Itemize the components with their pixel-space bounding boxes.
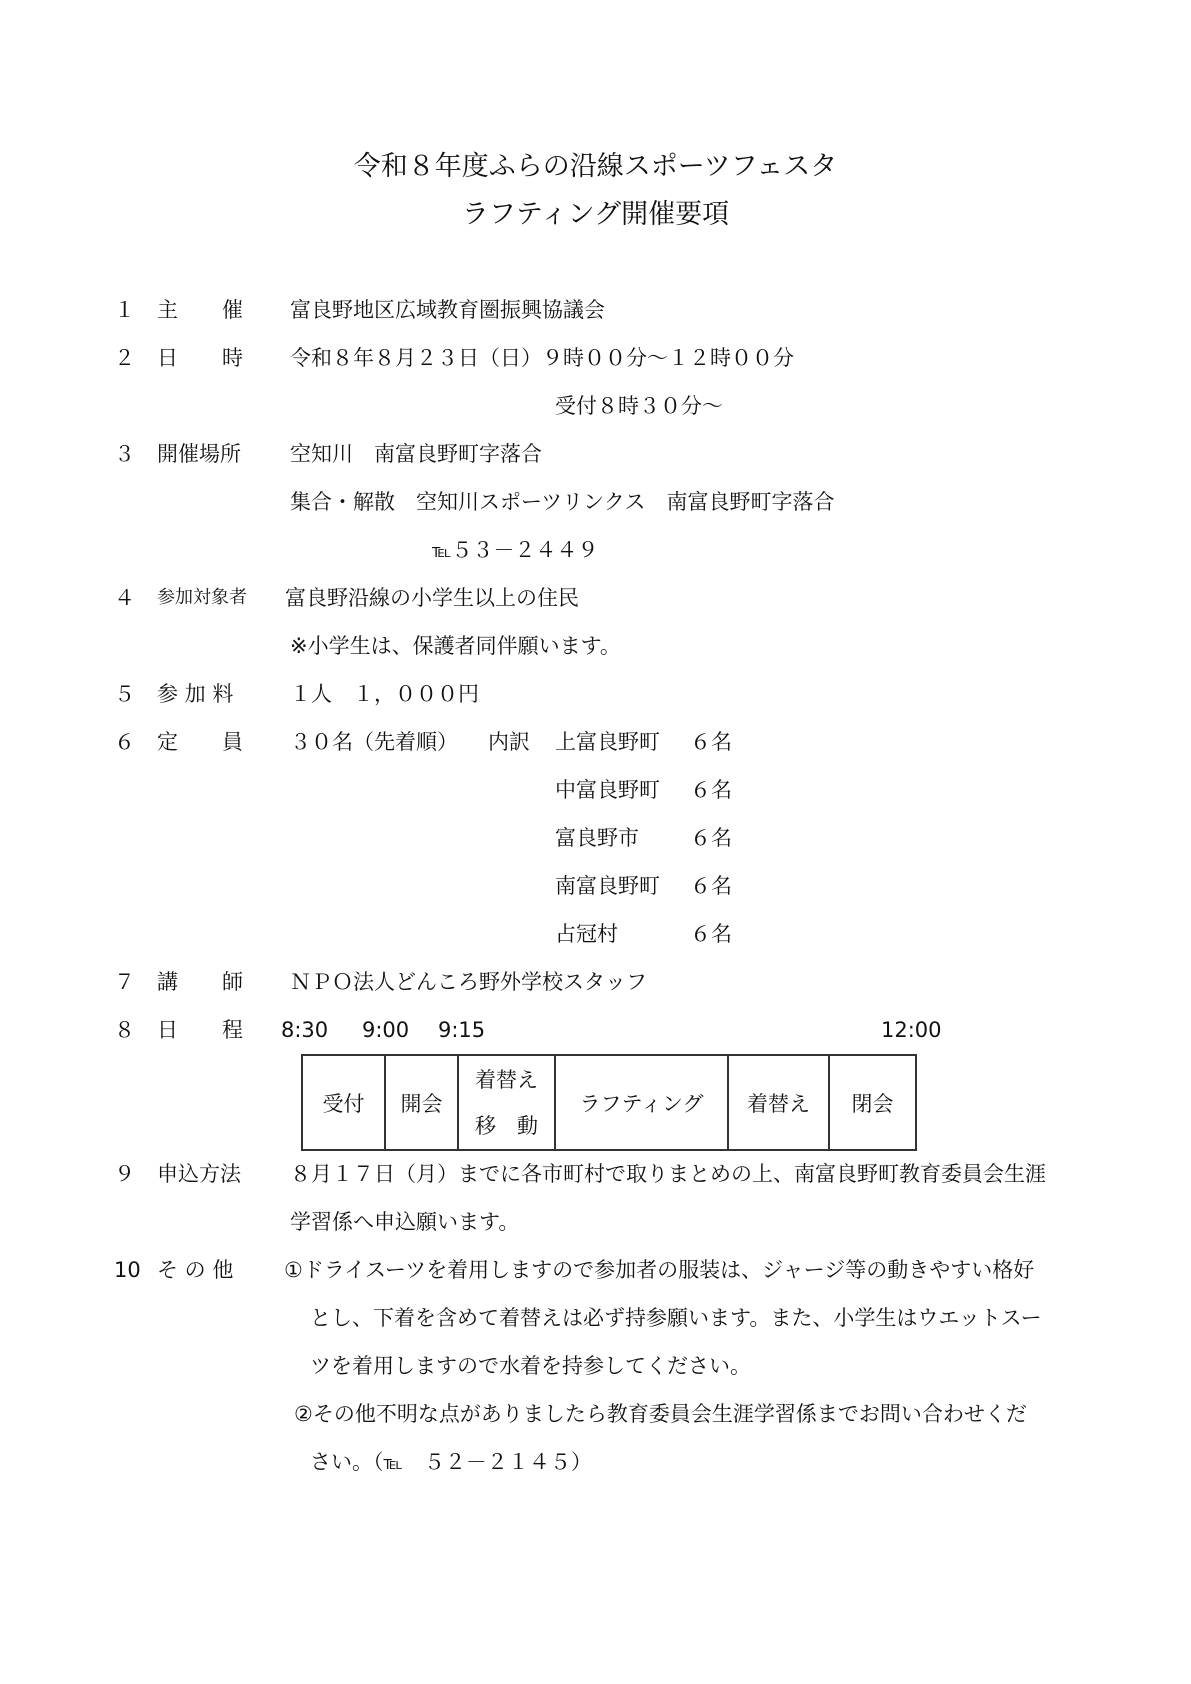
item-2-reception-time: 受付８時３０分～ (555, 394, 723, 418)
breakdown-count: ６名 (690, 826, 732, 850)
item-4-eligibility: 富良野沿線の小学生以上の住民 (285, 586, 579, 610)
item-4-label: 参加対象者 (157, 587, 247, 608)
item-7-instructor: ＮＰＯ法人どんころ野外学校スタッフ (290, 970, 647, 994)
breakdown-area: 中富良野町 (555, 778, 660, 802)
item-6-number: ６ (114, 730, 135, 754)
schedule-time: 12:00 (881, 1018, 942, 1042)
schedule-cell-closing: 閉会 (829, 1055, 916, 1150)
item-9-application-line-1: ８月１７日（月）までに各市町村で取りまとめの上、南富良野町教育委員会生涯 (290, 1162, 1046, 1186)
item-3-phone (432, 536, 598, 566)
item-3-phone-number: ５３－２４４９ (451, 538, 599, 562)
tel-mark: ℡ (383, 1453, 403, 1474)
item-1-number: １ (114, 298, 135, 322)
tel-mark: ℡ (432, 541, 452, 562)
document-title-line-2: ラフティング開催要項 (461, 199, 730, 230)
item-6-breakdown-label: 内訳 (488, 730, 530, 754)
item-10-note-1-line-3: ツを着用しますので水着を持参してください。 (310, 1354, 751, 1378)
item-8-number: ８ (114, 1018, 135, 1042)
item-7-label-a: 講 (157, 970, 178, 994)
item-9-application-line-2: 学習係へ申込願います。 (290, 1210, 520, 1234)
item-2-number: ２ (114, 346, 135, 370)
breakdown-area: 富良野市 (555, 826, 639, 850)
item-1-label-a: 主 (157, 298, 178, 322)
document-title-line-1: 令和８年度ふらの沿線スポーツフェスタ (353, 151, 838, 182)
item-5-label: 参 加 料 (157, 682, 234, 706)
item-6-label-a: 定 (157, 730, 178, 754)
item-10-note-2-line-2 (310, 1448, 592, 1478)
item-5-number: ５ (114, 682, 135, 706)
item-7-number: ７ (114, 970, 135, 994)
item-10-note-1-line-1: ①ドライスーツを着用しますので参加者の服装は、ジャージ等の動きやすい格好 (284, 1258, 1035, 1282)
schedule-move-label: 移 動 (475, 1113, 538, 1138)
item-10-note-2-line-1: ②その他不明な点がありましたら教育委員会生涯学習係までお問い合わせくだ (294, 1402, 1027, 1426)
item-2-datetime: 令和８年８月２３日（日）９時００分～１２時００分 (290, 346, 794, 370)
breakdown-area: 南富良野町 (555, 874, 660, 898)
item-9-number: ９ (114, 1162, 135, 1186)
schedule-cell-rafting: ラフティング (555, 1055, 728, 1150)
item-8-label-a: 日 (157, 1018, 178, 1042)
item-3-label: 開催場所 (157, 442, 241, 466)
item-4-note: ※小学生は、保護者同伴願います。 (290, 634, 621, 658)
note-2-text: さい。（ (310, 1450, 384, 1474)
schedule-time: 9:00 (362, 1018, 410, 1042)
breakdown-area: 上富良野町 (555, 730, 660, 754)
item-3-venue: 空知川 南富良野町字落合 (290, 442, 542, 466)
item-1-label-b: 催 (222, 298, 243, 322)
item-6-capacity: ３０名（先着順） (290, 730, 458, 754)
schedule-cell-opening: 開会 (385, 1055, 458, 1150)
item-3-meeting-point: 集合・解散 空知川スポーツリンクス 南富良野町字落合 (290, 490, 835, 514)
item-10-label: そ の 他 (157, 1258, 234, 1282)
item-2-label-a: 日 (157, 346, 178, 370)
item-3-number: ３ (114, 442, 135, 466)
schedule-table (301, 1054, 917, 1151)
schedule-time: 8:30 (281, 1018, 329, 1042)
breakdown-count: ６名 (690, 778, 732, 802)
item-2-label-b: 時 (222, 346, 243, 370)
item-9-label: 申込方法 (157, 1162, 241, 1186)
breakdown-area: 占冠村 (555, 922, 618, 946)
item-5-fee: １人 １，０００円 (290, 682, 479, 706)
item-7-label-b: 師 (222, 970, 243, 994)
item-4-number: ４ (114, 586, 135, 610)
item-6-label-b: 員 (222, 730, 243, 754)
item-10-number: 10 (114, 1258, 141, 1282)
schedule-change-label: 着替え (475, 1067, 538, 1092)
schedule-cell-change: 着替え (728, 1055, 829, 1150)
item-1-organizer: 富良野地区広域教育圏振興協議会 (290, 298, 605, 322)
note-2-phone: ５２－２１４５） (402, 1450, 592, 1474)
schedule-cell-change-move (458, 1055, 555, 1150)
schedule-cell-reception: 受付 (302, 1055, 385, 1150)
schedule-time: 9:15 (438, 1018, 486, 1042)
breakdown-count: ６名 (690, 730, 732, 754)
item-8-label-b: 程 (222, 1018, 243, 1042)
breakdown-count: ６名 (690, 922, 732, 946)
item-10-note-1-line-2: とし、下着を含めて着替えは必ず持参願います。また、小学生はウエットスー (310, 1306, 1042, 1330)
breakdown-count: ６名 (690, 874, 732, 898)
